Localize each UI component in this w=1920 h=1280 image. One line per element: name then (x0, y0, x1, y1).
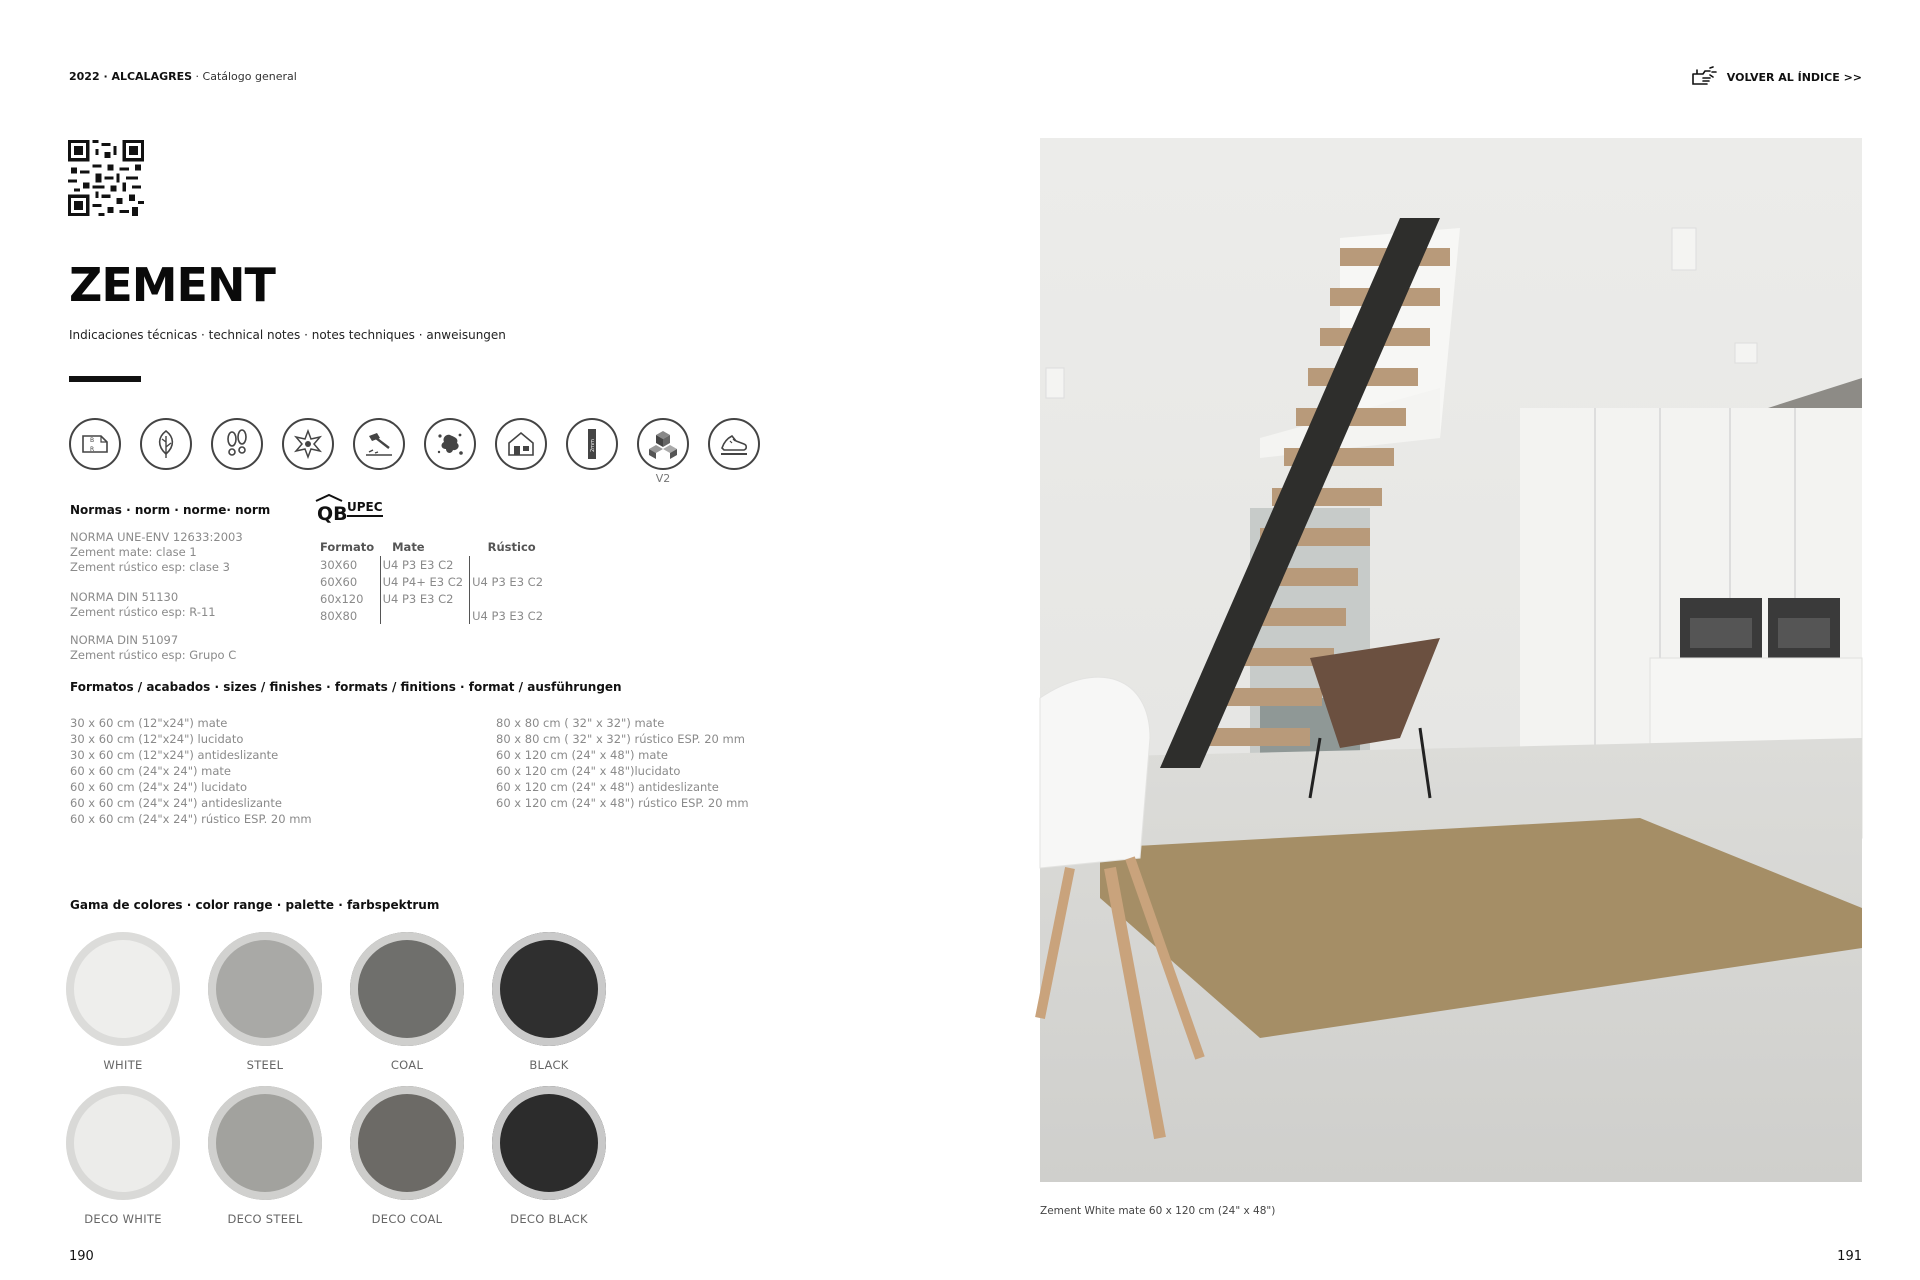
color-range-heading: Gama de colores · color range · palette · farbspektrum (70, 898, 440, 912)
icon-item (69, 418, 121, 470)
catalog-name: · Catálogo general (192, 70, 297, 83)
swatch-disc (66, 1086, 180, 1200)
column-header: Formato (320, 540, 375, 554)
norm-block-din-51130 (70, 590, 216, 620)
swatch-label: DECO BLACK (510, 1212, 588, 1226)
norm-line: Zement rústico esp: R-11 (70, 605, 216, 619)
svg-text:R: R (90, 446, 95, 453)
color-swatch[interactable] (492, 1086, 606, 1240)
svg-text:2mm: 2mm (590, 439, 596, 452)
page-number-left: 190 (69, 1249, 94, 1264)
swatch-disc (492, 932, 606, 1046)
pointing-hand-icon (1691, 66, 1721, 88)
svg-text:QB: QB (317, 503, 348, 525)
icon-item (211, 418, 263, 470)
table-cell: U4 P4+ E3 C2 (380, 573, 470, 590)
table-cell: U4 P3 E3 C2 (380, 556, 470, 573)
qr-code[interactable] (68, 140, 144, 216)
shade-variation-value: V2 (655, 472, 671, 485)
qb-certification-icon (314, 493, 348, 525)
shoe-slip-icon (708, 418, 760, 470)
color-swatch[interactable] (66, 1086, 180, 1240)
icon-item (708, 418, 760, 470)
icon-item (495, 418, 547, 470)
cubes-shade-icon (637, 418, 689, 470)
format-item: 60 x 120 cm (24" x 48") rústico ESP. 20 mm (496, 796, 749, 810)
icon-item (566, 418, 618, 470)
hammer-impact-icon (353, 418, 405, 470)
swatch-disc (208, 1086, 322, 1200)
qb-upec-logo (314, 493, 383, 523)
swatch-label: DECO WHITE (84, 1212, 162, 1226)
norm-line: NORMA DIN 51130 (70, 590, 179, 604)
product-title: ZEMENT (69, 258, 275, 312)
photo-caption: Zement White mate 60 x 120 cm (24" x 48") (1040, 1205, 1276, 1217)
icon-item (282, 418, 334, 470)
table-cell: U4 P3 E3 C2 (470, 573, 549, 590)
format-item: 60 x 120 cm (24" x 48")lucidato (496, 764, 681, 778)
interior-photo-illustration (1040, 138, 1862, 1182)
format-item: 60 x 120 cm (24" x 48") antideslizante (496, 780, 719, 794)
back-to-index-label: VOLVER AL ÍNDICE >> (1726, 70, 1862, 84)
table-cell: U4 P3 E3 C2 (470, 607, 549, 624)
norm-block-din-51097 (70, 633, 236, 663)
swatch-label: BLACK (529, 1058, 569, 1072)
leaf-icon (140, 418, 192, 470)
icon-item (637, 418, 689, 485)
icon-item (424, 418, 476, 470)
page-number-right: 191 (1837, 1249, 1862, 1264)
norm-line: Zement rústico esp: Grupo C (70, 648, 237, 662)
technical-notes-subtitle: Indicaciones técnicas · technical notes · notes techniques · anweisungen (69, 328, 506, 342)
thickness-icon (566, 418, 618, 470)
color-swatch[interactable] (492, 932, 606, 1086)
indoor-outdoor-icon (495, 418, 547, 470)
color-swatches (66, 932, 606, 1240)
table-cell (470, 590, 549, 607)
formats-list-right (496, 715, 749, 811)
interior-photo (1040, 138, 1862, 1182)
icon-item (353, 418, 405, 470)
table-row (318, 590, 549, 607)
swatch-label: WHITE (103, 1058, 143, 1072)
title-divider (69, 376, 141, 382)
color-swatch[interactable] (208, 932, 322, 1086)
column-header: Mate (392, 540, 425, 554)
technical-icons-row (69, 418, 760, 485)
swatch-disc (350, 1086, 464, 1200)
table-cell: 80X80 (320, 608, 358, 623)
swatch-label: DECO COAL (371, 1212, 443, 1226)
format-item: 30 x 60 cm (12"x24") antideslizante (70, 748, 279, 762)
table-cell: 30X60 (320, 557, 358, 572)
formats-heading: Formatos / acabados · sizes / finishes · formats / finitions · format / ausführungen (70, 680, 622, 694)
norm-line: Zement rústico esp: clase 3 (70, 560, 230, 574)
swatch-disc (66, 932, 180, 1046)
color-swatch[interactable] (66, 932, 180, 1086)
bevel-edge-icon (69, 418, 121, 470)
table-cell: U4 P3 E3 C2 (380, 590, 470, 607)
norm-block-une (70, 530, 243, 575)
format-item: 80 x 80 cm ( 32" x 32") mate (496, 716, 665, 730)
table-header-row (318, 540, 549, 556)
swatch-disc (208, 932, 322, 1046)
format-item: 60 x 60 cm (24"x 24") lucidato (70, 780, 248, 794)
norm-line: NORMA DIN 51097 (70, 633, 179, 647)
table-row (318, 556, 549, 573)
format-item: 60 x 60 cm (24"x 24") rústico ESP. 20 mm (70, 812, 312, 826)
catalog-header (69, 70, 297, 83)
color-swatch[interactable] (350, 932, 464, 1086)
back-to-index-link[interactable] (1691, 66, 1862, 88)
footprints-icon (211, 418, 263, 470)
color-swatch[interactable] (208, 1086, 322, 1240)
catalog-year-brand: 2022 · ALCALAGRES (69, 70, 193, 83)
upec-label: UPEC (347, 500, 383, 517)
table-cell: 60x120 (320, 591, 364, 606)
format-item: 80 x 80 cm ( 32" x 32") rústico ESP. 20 mm (496, 732, 745, 746)
column-header: Rústico (487, 540, 536, 554)
norm-line: NORMA UNE-ENV 12633:2003 (70, 530, 243, 544)
swatch-label: DECO STEEL (227, 1212, 303, 1226)
table-cell: 60X60 (320, 574, 358, 589)
table-row (318, 573, 549, 590)
norm-line: Zement mate: clase 1 (70, 545, 197, 559)
table-cell (470, 556, 549, 573)
icon-item (140, 418, 192, 470)
upec-classification-table (318, 540, 549, 624)
format-item: 30 x 60 cm (12"x24") mate (70, 716, 228, 730)
formats-list-left (70, 715, 312, 827)
norms-heading: Normas · norm · norme· norm (70, 503, 271, 517)
swatch-disc (350, 932, 464, 1046)
table-cell (380, 607, 470, 624)
format-item: 60 x 60 cm (24"x 24") mate (70, 764, 231, 778)
format-item: 30 x 60 cm (12"x24") lucidato (70, 732, 244, 746)
swatch-disc (492, 1086, 606, 1200)
swatch-label: COAL (390, 1058, 424, 1072)
format-item: 60 x 60 cm (24"x 24") antideslizante (70, 796, 282, 810)
svg-text:B: B (90, 437, 95, 444)
swatch-label: STEEL (246, 1058, 284, 1072)
frost-icon (282, 418, 334, 470)
stain-resistant-icon (424, 418, 476, 470)
color-swatch[interactable] (350, 1086, 464, 1240)
table-row (318, 607, 549, 624)
format-item: 60 x 120 cm (24" x 48") mate (496, 748, 668, 762)
